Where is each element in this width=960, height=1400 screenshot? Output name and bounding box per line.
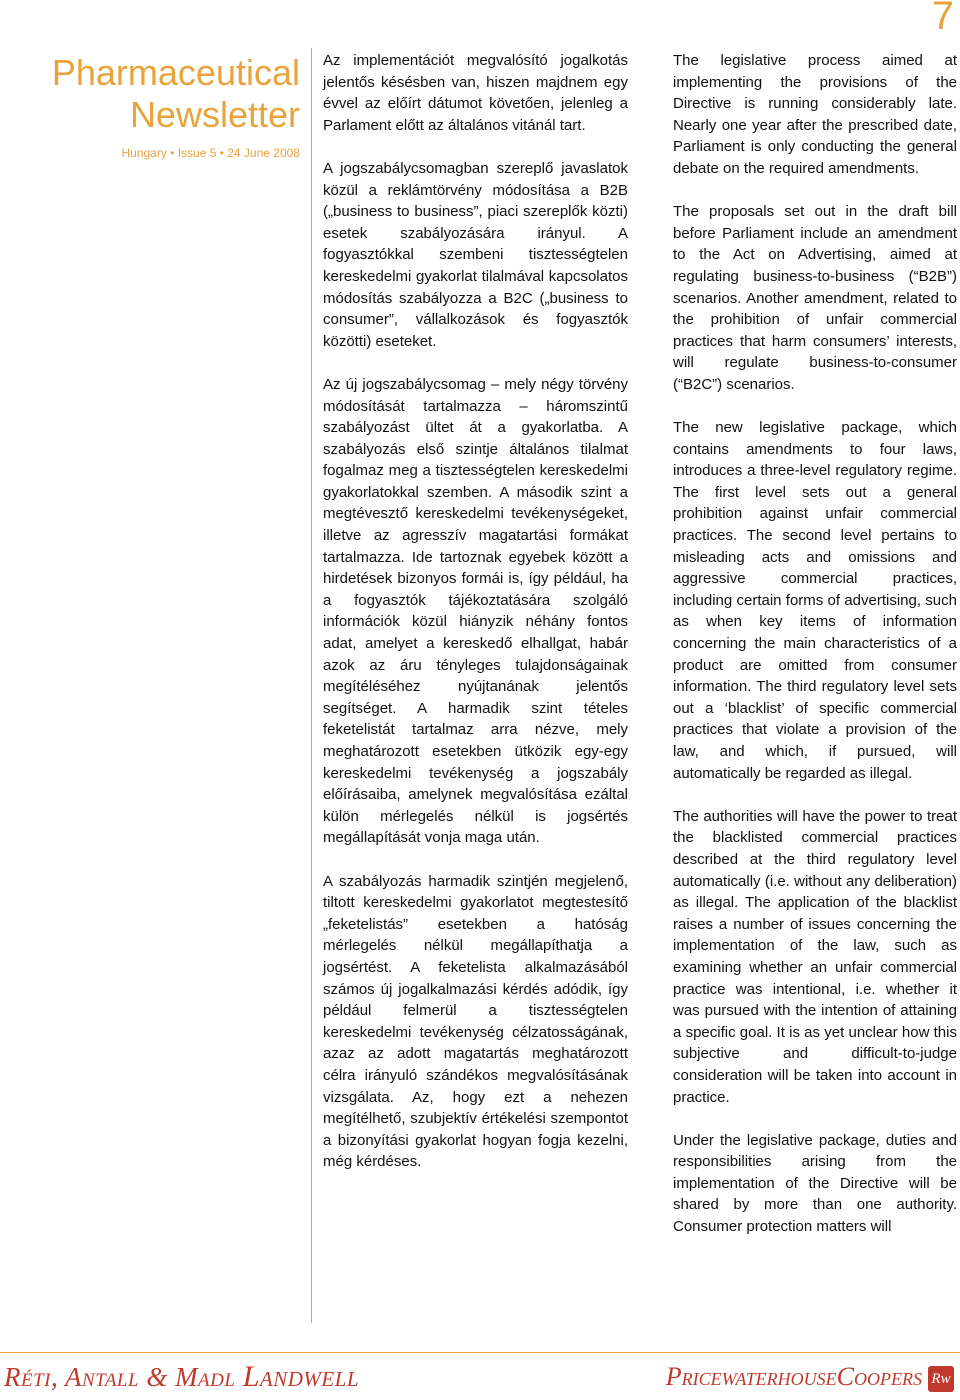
title-line-1: Pharmaceutical bbox=[51, 52, 300, 93]
en-paragraph-1: The legislative process aimed at implementing the provisions of the Directive is running considerably late. Nearly one year after the prescribed date, Parliament is only conducting the general debate on the required amendments. bbox=[673, 52, 957, 177]
pwc-logo: PricewaterhouseCoopers bbox=[665, 1362, 922, 1391]
english-column bbox=[673, 50, 957, 1259]
newsletter-title bbox=[28, 52, 300, 136]
landwell-logo bbox=[4, 1360, 359, 1394]
masthead bbox=[28, 52, 300, 160]
en-paragraph-2: The proposals set out in the draft bill before Parliament include an amendment to the Act on Advertising, aimed at regulating business-to-business (“B2B”) scenarios. Another amendment, related to the prohibition of unfair commercial practices that harm consumers’ interests, will regulate business-to-consumer (“B2C”) scenarios. bbox=[673, 203, 957, 393]
landwell-logo-strong: Landwell bbox=[242, 1360, 360, 1393]
hu-paragraph-3: Az új jogszabálycsomag – mely négy törvény módosítását tartalmazza – háromszintű szabályozást ültet át a gyakorlatba. A szabályozás első szintje általános tilalmat fogalmaz meg a tisztességtelen kereskedelmi gyakorlatokkal szemben. A második szint a megtévesztő kereskedelmi tevékenységeket, illetve az agresszív magatartási formákat tartalmazza. Ide tartoznak egyebek között a hirdetések bizonyos formái is, így például, ha a fogyasztók tájékoztatására szolgáló információk közül hiányzik néhány fontos adat, amelyet a kereskedő elhallgat, habár azok az áru tényleges tulajdonságainak megítéléséhez nyújtanának jelentős segítséget. A harmadik szint tételes feketelistát tartalmaz arra nézve, mely meghatározott esetekben ütközik egy-egy kereskedelmi tevékenység a jogszabály előírásaiba, amelynek megvalósítása ezáltal külön mérlegelés nélkül is jogsértés megállapítását vonja maga után. bbox=[323, 375, 628, 847]
hu-paragraph-4: A szabályozás harmadik szintjén megjelenő, tiltott kereskedelmi gyakorlatot megtestesítő „feketelistás” esetekben a hatóság mérlegelés nélkül megállapíthatja a jogsértést. A feketelista alkalmazásából számos új jogalkalmazási kérdés adódik, így például felmerül a tisztességtelen kereskedelmi tevékenység célzatosságának, azaz az adott magatartás meghatározott célra irányuló szándékos megvalósításának vizsgálata. Az, hogy ezt a nehezen megítélhető, szubjektív értékelési szempontot a bizonyítási gyakorlat hogyan fogja kezelni, még kérdéses. bbox=[323, 872, 628, 1171]
en-paragraph-3: The new legislative package, which contains amendments to four laws, introduces a three-level regulatory regime. The first level sets out a general prohibition against unfair commercial practices. The second level pertains to misleading acts and omissions and aggressive commercial practices, including certain forms of advertising, such as when key items of information concerning the main characteristics of a product are omitted from consumer information. The third regulatory level sets out a ‘blacklist’ of specific commercial practices that violate a provision of the law, and which, if pursued, will automatically be regarded as illegal. bbox=[673, 419, 957, 782]
en-paragraph-4: The authorities will have the power to treat the blacklisted commercial practices described at the third regulatory level automatically (i.e. without any deliberation) as illegal. The application of the blacklist raises a number of issues concerning the implementation of the law, such as examining whether an unfair commercial practice was intentional, i.e. whether it was pursued with the intention of attaining a specific goal. It is as yet unclear how this subjective and difficult-to-judge consideration will be taken into account in practice. bbox=[673, 807, 957, 1106]
column-divider bbox=[311, 48, 312, 1323]
issue-subtitle: Hungary • Issue 5 • 24 June 2008 bbox=[121, 146, 300, 160]
hu-paragraph-1: Az implementációt megvalósító jogalkotás jelentős késésben van, hiszen majdnem egy évvel az előírt dátumot követően, jelenleg a Parlament előtt az általános vitánál tart. bbox=[323, 52, 628, 134]
hu-paragraph-2: A jogszabálycsomagban szereplő javaslatok közül a reklámtörvény módosítása a B2B („business to business”, piaci szereplők közti) esetek szabályozására irányul. A fogyasztókkal szembeni tisztességtelen kereskedelmi gyakorlat tilalmával kapcsolatos módosítás szabályozza a B2C („business to consumer”, vállalkozások és fogyasztók közötti) eseteket. bbox=[323, 159, 628, 350]
footer-rule bbox=[0, 1352, 960, 1353]
title-line-2: Newsletter bbox=[129, 94, 300, 135]
landwell-logo-text: Réti, Antall & Madl bbox=[4, 1362, 236, 1392]
hungarian-column bbox=[323, 50, 628, 1194]
en-paragraph-5: Under the legislative package, duties and responsibilities arising from the implementation of the Directive will be shared by more than one authority. Consumer protection matters will bbox=[673, 1131, 957, 1236]
page-number: 7 bbox=[931, 0, 954, 38]
pwc-logo-mark: Rw bbox=[928, 1366, 954, 1392]
